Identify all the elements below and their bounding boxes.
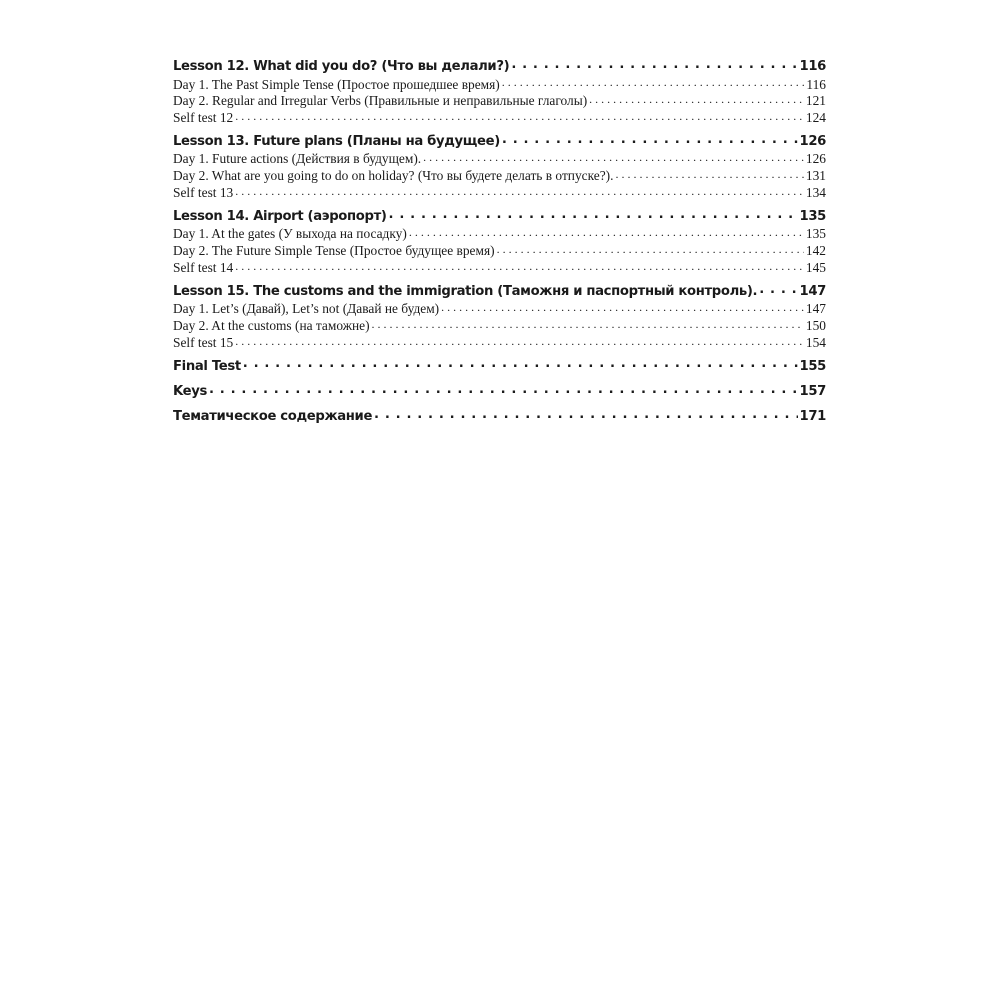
- toc-entry-title: Day 2. At the customs (на таможне): [173, 318, 370, 334]
- toc-entry-title: Day 2. The Future Simple Tense (Простое будущее время): [173, 243, 495, 259]
- toc-entry-lesson-15[interactable]: [173, 282, 826, 300]
- toc-entry-page: 121: [805, 93, 826, 109]
- dot-leader: [497, 242, 804, 255]
- dot-leader: [374, 407, 797, 420]
- toc-entry-title: Lesson 13. Future plans (Планы на будущее): [173, 134, 500, 150]
- dot-leader: [423, 150, 804, 163]
- toc-entry-title: Self test 13: [173, 185, 234, 201]
- toc-entry-title: Lesson 15. The customs and the immigration (Таможня и паспортный контроль).: [173, 283, 758, 299]
- toc-entry-page: 142: [805, 243, 826, 259]
- toc-entry-lesson-13-day-2[interactable]: [173, 167, 826, 184]
- toc-entry-title: Day 1. Future actions (Действия в будущем).: [173, 151, 422, 167]
- toc-entry-keys[interactable]: [173, 382, 826, 400]
- toc-entry-title: Keys: [173, 383, 207, 399]
- toc-entry-page: 145: [805, 260, 826, 276]
- toc-entry-page: 126: [805, 151, 826, 167]
- dot-leader: [615, 167, 803, 180]
- toc-entry-page: 155: [799, 358, 826, 374]
- toc-entry-lesson-15-day-2[interactable]: [173, 317, 826, 334]
- toc-entry-page: 131: [805, 168, 826, 184]
- dot-leader: [759, 282, 797, 295]
- dot-leader: [235, 259, 804, 272]
- toc-entry-title: Day 2. Regular and Irregular Verbs (Правильные и неправильные глаголы): [173, 93, 588, 109]
- toc-entry-title: Lesson 12. What did you do? (Что вы делали?): [173, 59, 510, 75]
- dot-leader: [409, 225, 804, 238]
- thematic-contents-section: [173, 407, 826, 425]
- toc-entry-thematic-contents[interactable]: [173, 407, 826, 425]
- dot-leader: [235, 184, 804, 197]
- toc-entry-lesson-13[interactable]: [173, 132, 826, 150]
- toc-entry-page: 150: [805, 318, 826, 334]
- toc-entry-self-test-13[interactable]: [173, 184, 826, 201]
- dot-leader: [441, 300, 804, 313]
- toc-entry-lesson-14-day-2[interactable]: [173, 242, 826, 259]
- lesson-14-section: [173, 207, 826, 276]
- lesson-12-section: [173, 57, 826, 126]
- toc-entry-lesson-13-day-1[interactable]: [173, 150, 826, 167]
- toc-entry-title: Day 1. Let’s (Давай), Let’s not (Давай не будем): [173, 301, 440, 317]
- dot-leader: [589, 92, 804, 105]
- toc-entry-page: 135: [805, 226, 826, 242]
- toc-entry-title: Тематическое содержание: [173, 409, 373, 424]
- toc-entry-lesson-12[interactable]: [173, 57, 826, 75]
- table-of-contents: [173, 57, 826, 432]
- toc-entry-page: 147: [799, 283, 826, 299]
- toc-entry-page: 154: [805, 334, 826, 350]
- toc-entry-self-test-15[interactable]: [173, 334, 826, 351]
- toc-entry-title: Day 1. The Past Simple Tense (Простое прошедшее время): [173, 76, 500, 92]
- toc-entry-page: 157: [799, 383, 826, 399]
- dot-leader: [372, 317, 804, 330]
- keys-section: [173, 382, 826, 400]
- toc-entry-page: 116: [806, 76, 826, 92]
- toc-entry-title: Self test 14: [173, 260, 234, 276]
- lesson-15-section: [173, 282, 826, 351]
- toc-entry-title: Day 1. At the gates (У выхода на посадку): [173, 226, 407, 242]
- toc-entry-title: Self test 15: [173, 334, 234, 350]
- dot-leader: [502, 75, 805, 88]
- toc-entry-self-test-12[interactable]: [173, 109, 826, 126]
- dot-leader: [235, 334, 804, 347]
- final-test-section: [173, 356, 826, 374]
- toc-entry-final-test[interactable]: [173, 356, 826, 374]
- toc-entry-lesson-15-day-1[interactable]: [173, 300, 826, 317]
- dot-leader: [235, 109, 804, 122]
- toc-entry-page: 135: [799, 208, 826, 224]
- toc-entry-self-test-14[interactable]: [173, 259, 826, 276]
- toc-entry-lesson-14-day-1[interactable]: [173, 225, 826, 242]
- toc-entry-page: 116: [799, 59, 826, 75]
- dot-leader: [511, 57, 797, 70]
- toc-entry-page: 147: [805, 301, 826, 317]
- toc-entry-lesson-12-day-2[interactable]: [173, 92, 826, 109]
- lesson-13-section: [173, 132, 826, 201]
- dot-leader: [502, 132, 798, 145]
- dot-leader: [389, 207, 798, 220]
- toc-entry-lesson-12-day-1[interactable]: [173, 75, 826, 92]
- toc-entry-page: 171: [799, 409, 826, 424]
- dot-leader: [209, 382, 798, 395]
- dot-leader: [243, 356, 798, 369]
- toc-entry-title: Self test 12: [173, 110, 234, 126]
- toc-entry-page: 126: [799, 134, 826, 150]
- toc-entry-lesson-14[interactable]: [173, 207, 826, 225]
- toc-entry-title: Lesson 14. Airport (аэропорт): [173, 208, 387, 224]
- toc-entry-page: 124: [805, 110, 826, 126]
- toc-entry-page: 134: [805, 185, 826, 201]
- toc-entry-title: Final Test: [173, 358, 241, 374]
- toc-entry-title: Day 2. What are you going to do on holiday? (Что вы будете делать в отпуске?).: [173, 168, 614, 184]
